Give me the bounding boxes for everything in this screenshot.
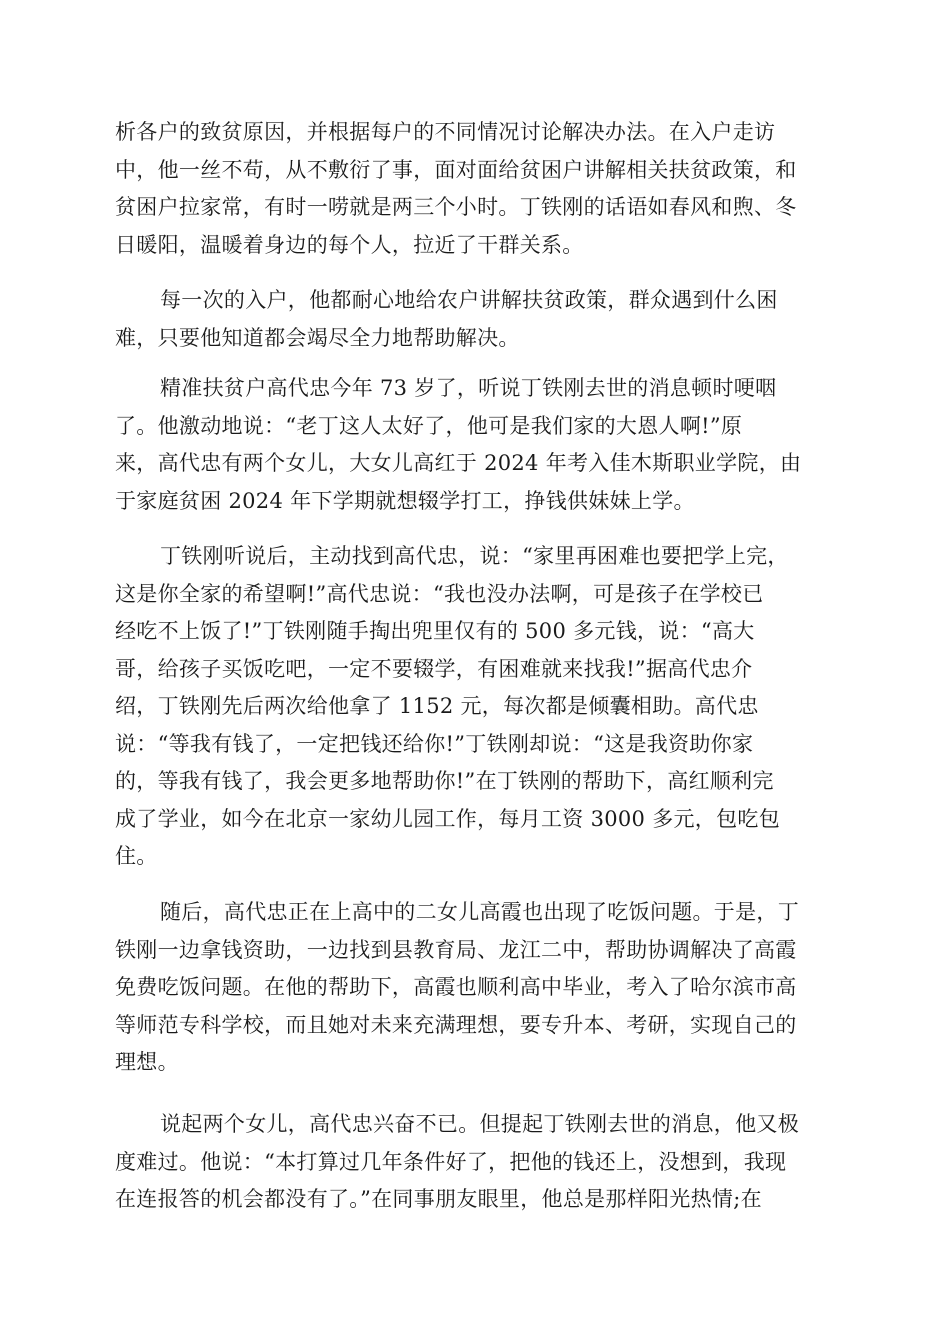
paragraph-line: 随后，高代忠正在上高中的二女儿高霞也出现了吃饭问题。于是，丁	[160, 900, 799, 924]
paragraph-line: 精准扶贫户高代忠今年 73 岁了，听说丁铁刚去世的消息顿时哽咽	[160, 376, 777, 400]
paragraph-3	[115, 370, 837, 520]
paragraph-line: 于家庭贫困 2024 年下学期就想辍学打工，挣钱供妹妹上学。	[115, 488, 695, 513]
paragraph-line: 说起两个女儿，高代忠兴奋不已。但提起丁铁刚去世的消息，他又极	[160, 1112, 799, 1136]
paragraph-line: 免费吃饭问题。在他的帮助下，高霞也顺利高中毕业，考入了哈尔滨市高	[115, 975, 797, 999]
paragraph-1	[115, 114, 837, 264]
paragraph-line: 贫困户拉家常，有时一唠就是两三个小时。丁铁刚的话语如春风和煦、冬	[115, 195, 797, 219]
paragraph-line: 说：“等我有钱了，一定把钱还给你!”丁铁刚却说：“这是我资助你家	[115, 731, 754, 756]
paragraph-line: 日暖阳，温暖着身边的每个人，拉近了干群关系。	[115, 232, 584, 257]
paragraph-line: 这是你全家的希望啊!”高代忠说：“我也没办法啊，可是孩子在学校已	[115, 581, 764, 606]
paragraph-line: 中，他一丝不苟，从不敷衍了事，面对面给贫困户讲解相关扶贫政策，和	[115, 157, 797, 182]
paragraph-line: 析各户的致贫原因，并根据每户的不同情况讨论解决办法。在入户走访	[115, 120, 776, 144]
paragraph-line: 度难过。他说：“本打算过几年条件好了，把他的钱还上，没想到，我现	[115, 1149, 787, 1174]
paragraph-line: 绍，丁铁刚先后两次给他拿了 1152 元，每次都是倾囊相助。高代忠	[115, 694, 759, 718]
paragraph-line: 的，等我有钱了，我会更多地帮助你!”在丁铁刚的帮助下，高红顺利完	[115, 769, 774, 793]
paragraph-line: 经吃不上饭了!”丁铁刚随手掏出兜里仅有的 500 多元钱，说：“高大	[115, 619, 755, 643]
paragraph-line: 来，高代忠有两个女儿，大女儿高红于 2024 年考入佳木斯职业学院，由	[115, 451, 802, 475]
paragraph-5	[115, 894, 837, 1082]
paragraph-line: 在连报答的机会都没有了。”在同事朋友眼里，他总是那样阳光热情;在	[115, 1187, 762, 1211]
paragraph-line: 每一次的入户，他都耐心地给农户讲解扶贫政策，群众遇到什么困	[160, 288, 778, 312]
paragraph-line: 住。	[115, 844, 158, 868]
paragraph-line: 难，只要他知道都会竭尽全力地帮助解决。	[115, 325, 520, 350]
paragraph-6	[115, 1106, 837, 1219]
paragraph-line: 成了学业，如今在北京一家幼儿园工作，每月工资 3000 多元，包吃包	[115, 806, 780, 831]
paragraph-line: 了。他激动地说：“老丁这人太好了，他可是我们家的大恩人啊!”原	[115, 413, 743, 438]
paragraph-line: 等师范专科学校，而且她对未来充满理想，要专升本、考研，实现自己的	[115, 1012, 797, 1037]
paragraph-2	[115, 282, 837, 357]
paragraph-4	[115, 538, 837, 876]
paragraph-line: 丁铁刚听说后，主动找到高代忠，说：“家里再困难也要把学上完，	[160, 544, 789, 568]
paragraph-line: 哥，给孩子买饭吃吧，一定不要辍学，有困难就来找我!”据高代忠介	[115, 656, 753, 681]
paragraph-line: 理想。	[115, 1050, 179, 1074]
paragraph-line: 铁刚一边拿钱资助，一边找到县教育局、龙江二中，帮助协调解决了高霞	[115, 937, 797, 962]
